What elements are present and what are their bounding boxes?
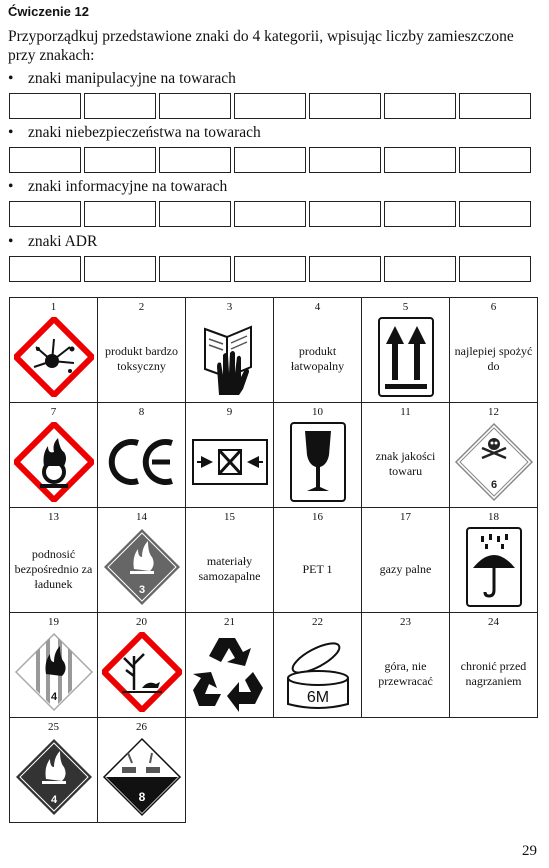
sign-cell-22: 22 6M — [274, 613, 362, 718]
answer-box[interactable] — [9, 201, 81, 227]
answer-box[interactable] — [234, 147, 306, 173]
ce-mark-icon — [106, 437, 178, 487]
signs-table — [9, 297, 538, 823]
sign-text: góra, nie przewracać — [378, 659, 433, 688]
sign-cell-23: 23 góra, nie przewracać — [362, 613, 450, 718]
answer-box[interactable] — [84, 147, 156, 173]
sign-text: podnosić bezpośrednio za ładunek — [14, 546, 93, 591]
answer-box[interactable] — [309, 201, 381, 227]
answer-box[interactable] — [459, 256, 531, 282]
sign-cell-20: 20 — [98, 613, 186, 718]
recycling-icon — [189, 632, 271, 712]
answer-row-adr — [9, 256, 531, 282]
answer-box[interactable] — [459, 201, 531, 227]
flammable-solid-4-diamond-icon — [14, 632, 94, 712]
instruction-text: Przyporządkuj przedstawione znaki do 4 kategorii, wpisując liczby zamieszczone przy znakach: — [8, 28, 514, 64]
sign-text: znak jakości towaru — [375, 449, 436, 478]
sign-cell-14: 14 3 — [98, 508, 186, 613]
sign-text: chronić przed nagrzaniem — [460, 659, 527, 688]
explosive-diamond-icon — [14, 317, 94, 397]
sign-cell-13: 13 podnosić bezpośrednio za ładunek — [10, 508, 98, 613]
sign-cell-7: 7 — [10, 403, 98, 508]
no-clamping-icon — [191, 438, 269, 486]
sign-cell-16: 16 PET 1 — [274, 508, 362, 613]
svg-text:6: 6 — [490, 479, 497, 491]
sign-cell-1: 1 — [10, 298, 98, 403]
answer-box[interactable] — [384, 201, 456, 227]
this-way-up-arrows-icon — [377, 316, 435, 398]
sign-text: gazy palne — [379, 561, 432, 576]
answer-box[interactable] — [234, 201, 306, 227]
answer-box[interactable] — [9, 256, 81, 282]
answer-box[interactable] — [159, 256, 231, 282]
sign-text: najlepiej spożyć do — [454, 344, 533, 373]
dangerous-when-wet-4-diamond-icon — [14, 737, 94, 817]
answer-row-hazard — [9, 147, 531, 173]
sign-cell-10: 10 — [274, 403, 362, 508]
answer-row-information — [9, 201, 531, 227]
answer-box[interactable] — [9, 93, 81, 119]
exercise-title: Ćwiczenie 12 — [8, 4, 89, 19]
sign-cell-17: 17 gazy palne — [362, 508, 450, 613]
answer-box[interactable] — [309, 147, 381, 173]
sign-cell-12: 12 6 — [450, 403, 538, 508]
sign-cell-24: 24 chronić przed nagrzaniem — [450, 613, 538, 718]
fragile-glass-icon — [289, 421, 347, 503]
sign-cell-25: 25 4 — [10, 718, 98, 823]
answer-box[interactable] — [459, 147, 531, 173]
sign-cell-26: 26 8 — [98, 718, 186, 823]
sign-cell-4: 4 produkt łatwopalny — [274, 298, 362, 403]
svg-text:3: 3 — [138, 584, 145, 596]
keep-dry-umbrella-icon — [465, 526, 523, 608]
sign-cell-5: 5 — [362, 298, 450, 403]
oxidizer-diamond-icon — [14, 422, 94, 502]
answer-box[interactable] — [309, 93, 381, 119]
sign-cell-21: 21 — [186, 613, 274, 718]
sign-cell-8: 8 — [98, 403, 186, 508]
sign-cell-18: 18 — [450, 508, 538, 613]
answer-box[interactable] — [159, 147, 231, 173]
answer-box[interactable] — [84, 256, 156, 282]
answer-box[interactable] — [84, 201, 156, 227]
svg-text:8: 8 — [138, 790, 145, 804]
svg-text:6M: 6M — [306, 689, 329, 706]
answer-box[interactable] — [9, 147, 81, 173]
answer-box[interactable] — [309, 256, 381, 282]
read-instructions-hand-icon — [195, 317, 265, 397]
flammable-gas-3-diamond-icon — [102, 527, 182, 607]
sign-cell-6: 6 najlepiej spożyć do — [450, 298, 538, 403]
category-adr: • znaki ADR — [8, 233, 98, 250]
answer-box[interactable] — [384, 147, 456, 173]
answer-box[interactable] — [234, 256, 306, 282]
page-number: 29 — [522, 843, 537, 859]
answer-box[interactable] — [459, 93, 531, 119]
period-after-opening-icon — [278, 632, 358, 712]
answer-box[interactable] — [384, 93, 456, 119]
sign-cell-9: 9 — [186, 403, 274, 508]
corrosive-8-diamond-icon — [102, 737, 182, 817]
answer-box[interactable] — [384, 256, 456, 282]
answer-row-manipulation — [9, 93, 531, 119]
answer-box[interactable] — [159, 201, 231, 227]
answer-box[interactable] — [159, 93, 231, 119]
svg-text:4: 4 — [50, 794, 57, 806]
environment-hazard-diamond-icon — [102, 632, 182, 712]
sign-cell-15: 15 materiały samozapalne — [186, 508, 274, 613]
svg-text:4: 4 — [50, 691, 57, 703]
sign-cell-2: 2 produkt bardzo toksyczny — [98, 298, 186, 403]
sign-text: produkt łatwopalny — [290, 344, 345, 373]
category-manipulation: • znaki manipulacyjne na towarach — [8, 70, 236, 87]
sign-cell-19: 19 4 — [10, 613, 98, 718]
sign-cell-11: 11 znak jakości towaru — [362, 403, 450, 508]
category-hazard: • znaki niebezpieczeństwa na towarach — [8, 124, 261, 141]
sign-text: produkt bardzo toksyczny — [105, 344, 178, 373]
sign-text: materiały samozapalne — [198, 554, 261, 583]
category-information: • znaki informacyjne na towarach — [8, 178, 228, 195]
answer-box[interactable] — [234, 93, 306, 119]
answer-box[interactable] — [84, 93, 156, 119]
toxic-6-diamond-icon — [454, 422, 534, 502]
sign-text: PET 1 — [302, 561, 333, 576]
sign-cell-3: 3 — [186, 298, 274, 403]
